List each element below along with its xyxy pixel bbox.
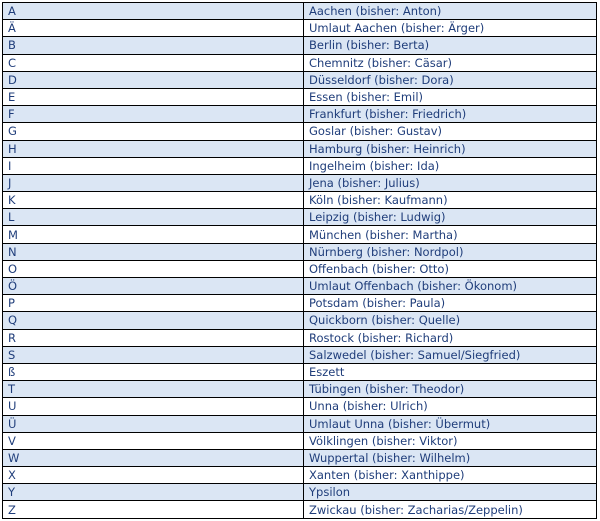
word-cell: Umlaut Unna (bisher: Übermut) [304,415,597,432]
letter-cell: P [3,295,304,312]
letter-cell: Ö [3,278,304,295]
table-row [3,123,597,140]
table-row [3,346,597,363]
letter-cell: J [3,174,304,191]
letter-cell: Y [3,484,304,501]
letter-cell: Q [3,312,304,329]
letter-cell: I [3,157,304,174]
table-row [3,54,597,71]
word-cell: Quickborn (bisher: Quelle) [304,312,597,329]
letter-cell: X [3,467,304,484]
word-cell: Umlaut Aachen (bisher: Ärger) [304,20,597,37]
word-cell: Unna (bisher: Ulrich) [304,398,597,415]
word-cell: Düsseldorf (bisher: Dora) [304,71,597,88]
letter-cell: C [3,54,304,71]
letter-cell: K [3,192,304,209]
table-row [3,71,597,88]
letter-cell: L [3,209,304,226]
letter-cell: S [3,346,304,363]
letter-cell: T [3,381,304,398]
table-row [3,192,597,209]
table-row [3,243,597,260]
letter-cell: Ü [3,415,304,432]
table-row [3,312,597,329]
word-cell: Köln (bisher: Kaufmann) [304,192,597,209]
table-row [3,174,597,191]
word-cell: Chemnitz (bisher: Cäsar) [304,54,597,71]
table-row [3,140,597,157]
table-body [3,3,597,519]
word-cell: Xanten (bisher: Xanthippe) [304,467,597,484]
table-row [3,467,597,484]
table-row [3,157,597,174]
word-cell: Jena (bisher: Julius) [304,174,597,191]
table-row [3,484,597,501]
word-cell: Berlin (bisher: Berta) [304,37,597,54]
table-row [3,209,597,226]
letter-cell: ß [3,363,304,380]
table-row [3,226,597,243]
word-cell: Ingelheim (bisher: Ida) [304,157,597,174]
word-cell: Wuppertal (bisher: Wilhelm) [304,449,597,466]
table-row [3,398,597,415]
table-row [3,381,597,398]
word-cell: Offenbach (bisher: Otto) [304,260,597,277]
letter-cell: W [3,449,304,466]
word-cell: Eszett [304,363,597,380]
word-cell: Aachen (bisher: Anton) [304,3,597,20]
letter-cell: V [3,432,304,449]
word-cell: Goslar (bisher: Gustav) [304,123,597,140]
word-cell: Rostock (bisher: Richard) [304,329,597,346]
table-row [3,415,597,432]
letter-cell: B [3,37,304,54]
word-cell: Völklingen (bisher: Viktor) [304,432,597,449]
letter-cell: D [3,71,304,88]
word-cell: Leipzig (bisher: Ludwig) [304,209,597,226]
word-cell: Essen (bisher: Emil) [304,88,597,105]
word-cell: Frankfurt (bisher: Friedrich) [304,106,597,123]
table-row [3,37,597,54]
word-cell: Umlaut Offenbach (bisher: Ökonom) [304,278,597,295]
letter-cell: O [3,260,304,277]
word-cell: Zwickau (bisher: Zacharias/Zeppelin) [304,501,597,518]
table-row [3,432,597,449]
word-cell: Ypsilon [304,484,597,501]
word-cell: Salzwedel (bisher: Samuel/Siegfried) [304,346,597,363]
table-row [3,329,597,346]
spelling-alphabet-table [2,2,597,519]
letter-cell: E [3,88,304,105]
table-row [3,106,597,123]
word-cell: Potsdam (bisher: Paula) [304,295,597,312]
letter-cell: F [3,106,304,123]
letter-cell: G [3,123,304,140]
table-row [3,260,597,277]
table-row [3,449,597,466]
table-row [3,278,597,295]
table-row [3,501,597,518]
table-row [3,363,597,380]
letter-cell: Z [3,501,304,518]
table-row [3,20,597,37]
letter-cell: M [3,226,304,243]
letter-cell: Ä [3,20,304,37]
table-row [3,295,597,312]
letter-cell: N [3,243,304,260]
word-cell: Nürnberg (bisher: Nordpol) [304,243,597,260]
letter-cell: U [3,398,304,415]
table-row [3,88,597,105]
word-cell: Tübingen (bisher: Theodor) [304,381,597,398]
spelling-alphabet-table-container [2,2,596,519]
table-row [3,3,597,20]
letter-cell: A [3,3,304,20]
word-cell: München (bisher: Martha) [304,226,597,243]
word-cell: Hamburg (bisher: Heinrich) [304,140,597,157]
letter-cell: H [3,140,304,157]
letter-cell: R [3,329,304,346]
